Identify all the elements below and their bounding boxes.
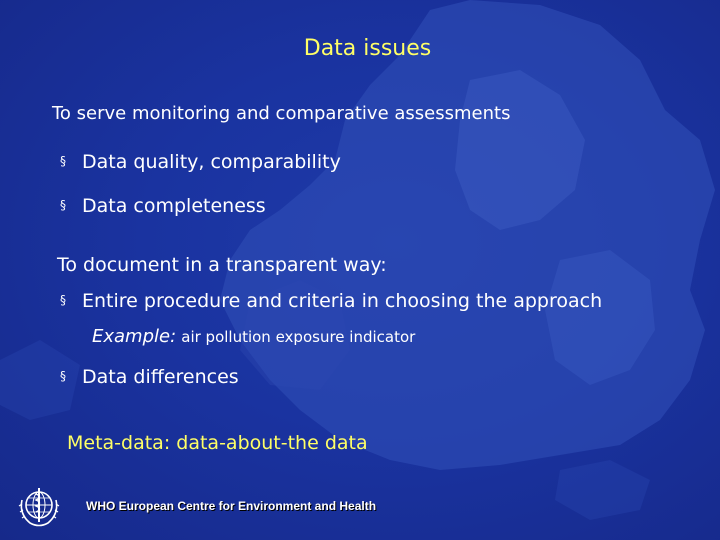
bullet-icon: § <box>60 293 66 307</box>
bullet-text: Data differences <box>82 366 239 388</box>
example-text: air pollution exposure indicator <box>181 328 416 346</box>
bullet-text: Entire procedure and criteria in choosing the approach <box>82 290 603 312</box>
example-line <box>92 326 415 347</box>
who-emblem-icon <box>16 484 62 530</box>
bullet-data-differences <box>60 366 239 388</box>
example-label: Example: <box>92 326 177 347</box>
slide-title: Data issues <box>303 36 432 61</box>
section1-heading: To serve monitoring and comparative assessments <box>52 103 511 124</box>
bullet-icon: § <box>60 154 66 168</box>
bullet-icon: § <box>60 198 66 212</box>
bullet-text: Data quality, comparability <box>82 151 341 173</box>
bullet-procedure <box>60 290 602 312</box>
bullet-icon: § <box>60 369 66 383</box>
metadata-line: Meta-data: data-about-the data <box>67 432 368 454</box>
bullet-data-completeness <box>60 195 266 217</box>
bullet-text: Data completeness <box>82 195 266 217</box>
bullet-data-quality <box>60 151 341 173</box>
footer-organization: WHO European Centre for Environment and Health <box>86 499 377 513</box>
section2-heading: To document in a transparent way: <box>57 254 387 276</box>
